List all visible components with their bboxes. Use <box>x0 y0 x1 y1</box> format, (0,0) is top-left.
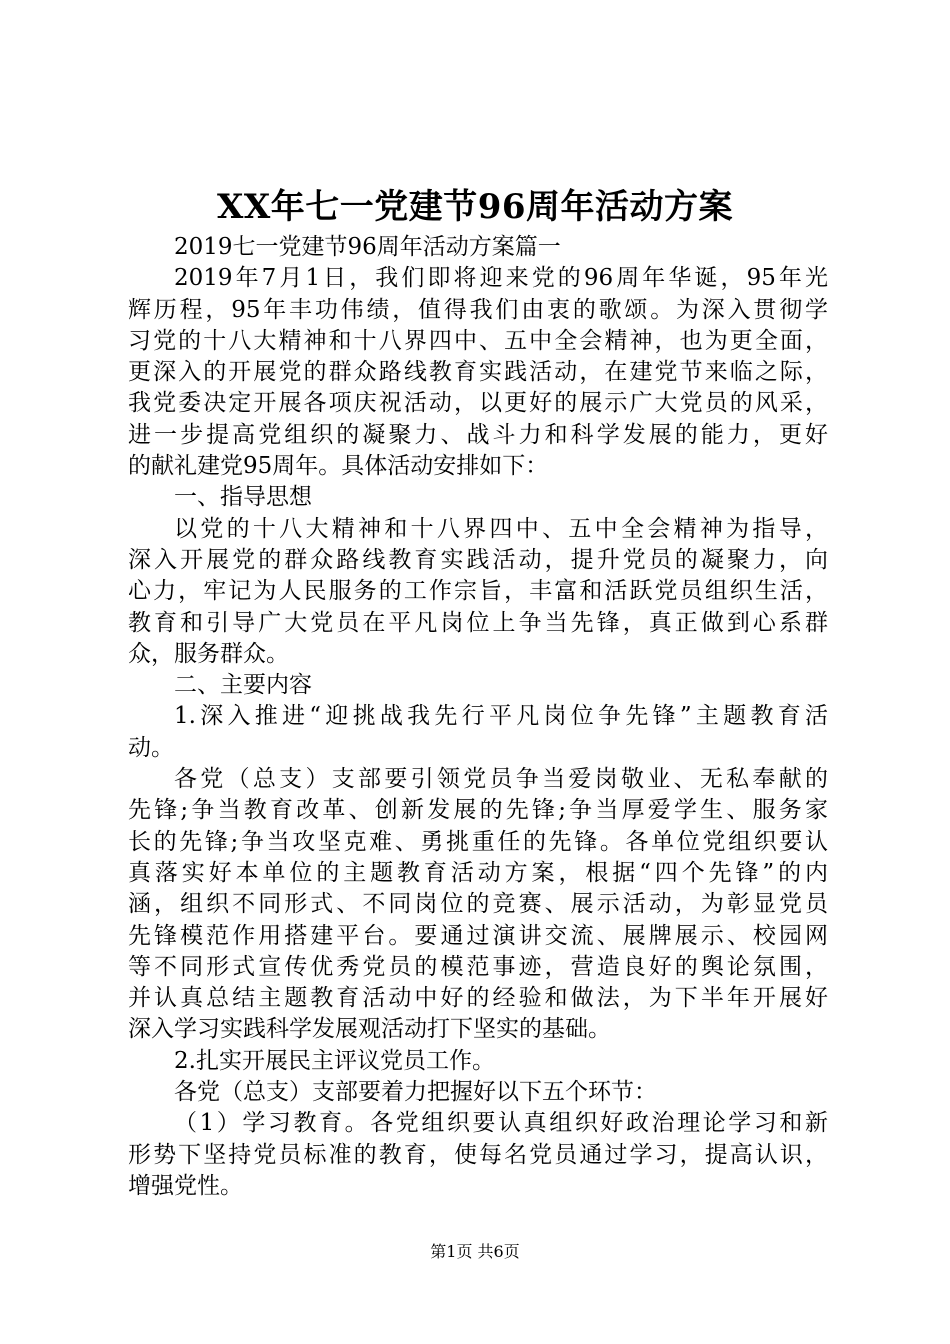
text-line: 更深入的开展党的群众路线教育实践活动，在建党节来临之际， <box>128 359 828 386</box>
text-line: 各党（总支）支部要着力把握好以下五个环节： <box>174 1079 657 1106</box>
document-title: XX年七一党建节96周年活动方案 <box>216 187 734 227</box>
text-line: 心力，牢记为人民服务的工作宗旨，丰富和活跃党员组织生活， <box>128 578 828 605</box>
text-line: 众，服务群众。 <box>128 640 289 667</box>
text-line: 一、指导思想 <box>174 484 312 511</box>
text-line: 以党的十八大精神和十八界四中、五中全会精神为指导， <box>174 515 828 542</box>
text-line: 辉历程，95年丰功伟绩，值得我们由衷的歌颂。为深入贯彻学 <box>128 296 828 323</box>
text-line: 先锋;争当教育改革、创新发展的先锋;争当厚爱学生、服务家 <box>128 797 828 824</box>
text-line: 深入学习实践科学发展观活动打下坚实的基础。 <box>128 1016 611 1043</box>
text-line: 2019七一党建节96周年活动方案篇一 <box>174 234 561 260</box>
text-line: 动。 <box>128 734 174 761</box>
text-line: 2019年7月1日，我们即将迎来党的96周年华诞，95年光 <box>174 265 828 292</box>
text-line: 形势下坚持党员标准的教育，使每名党员通过学习，提高认识， <box>128 1141 828 1168</box>
text-line: 习党的十八大精神和十八界四中、五中全会精神，也为更全面， <box>128 327 828 354</box>
text-line: 真落实好本单位的主题教育活动方案，根据“四个先锋”的内 <box>128 859 828 886</box>
text-line: 长的先锋;争当攻坚克难、勇挑重任的先锋。各单位党组织要认 <box>128 828 828 855</box>
text-line: 深入开展党的群众路线教育实践活动，提升党员的凝聚力，向 <box>128 546 828 573</box>
text-line: 增强党性。 <box>128 1172 243 1199</box>
page-footer: 第1页 共6页 <box>430 1242 520 1261</box>
text-line: 教育和引导广大党员在平凡岗位上争当先锋，真正做到心系群 <box>128 609 828 636</box>
text-line: 等不同形式宣传优秀党员的模范事迹，营造良好的舆论氛围， <box>128 953 828 980</box>
document-body <box>128 232 828 1202</box>
text-line: 涵，组织不同形式、不同岗位的竞赛、展示活动，为彰显党员 <box>128 891 828 918</box>
text-line: 进一步提高党组织的凝聚力、战斗力和科学发展的能力，更好 <box>128 421 828 448</box>
text-line: 各党（总支）支部要引领党员争当爱岗敬业、无私奉献的 <box>174 766 828 793</box>
text-line: 我党委决定开展各项庆祝活动，以更好的展示广大党员的风采， <box>128 390 828 417</box>
text-line: 1.深入推进“迎挑战我先行平凡岗位争先锋”主题教育活 <box>174 703 828 730</box>
text-line: （1）学习教育。各党组织要认真组织好政治理论学习和新 <box>174 1110 828 1137</box>
text-line: 的献礼建党95周年。具体活动安排如下： <box>128 453 549 480</box>
text-line: 二、主要内容 <box>174 672 312 699</box>
text-line: 先锋模范作用搭建平台。要通过演讲交流、展牌展示、校园网 <box>128 922 828 949</box>
text-line: 2.扎实开展民主评议党员工作。 <box>174 1047 495 1074</box>
text-line: 并认真总结主题教育活动中好的经验和做法，为下半年开展好 <box>128 985 828 1012</box>
